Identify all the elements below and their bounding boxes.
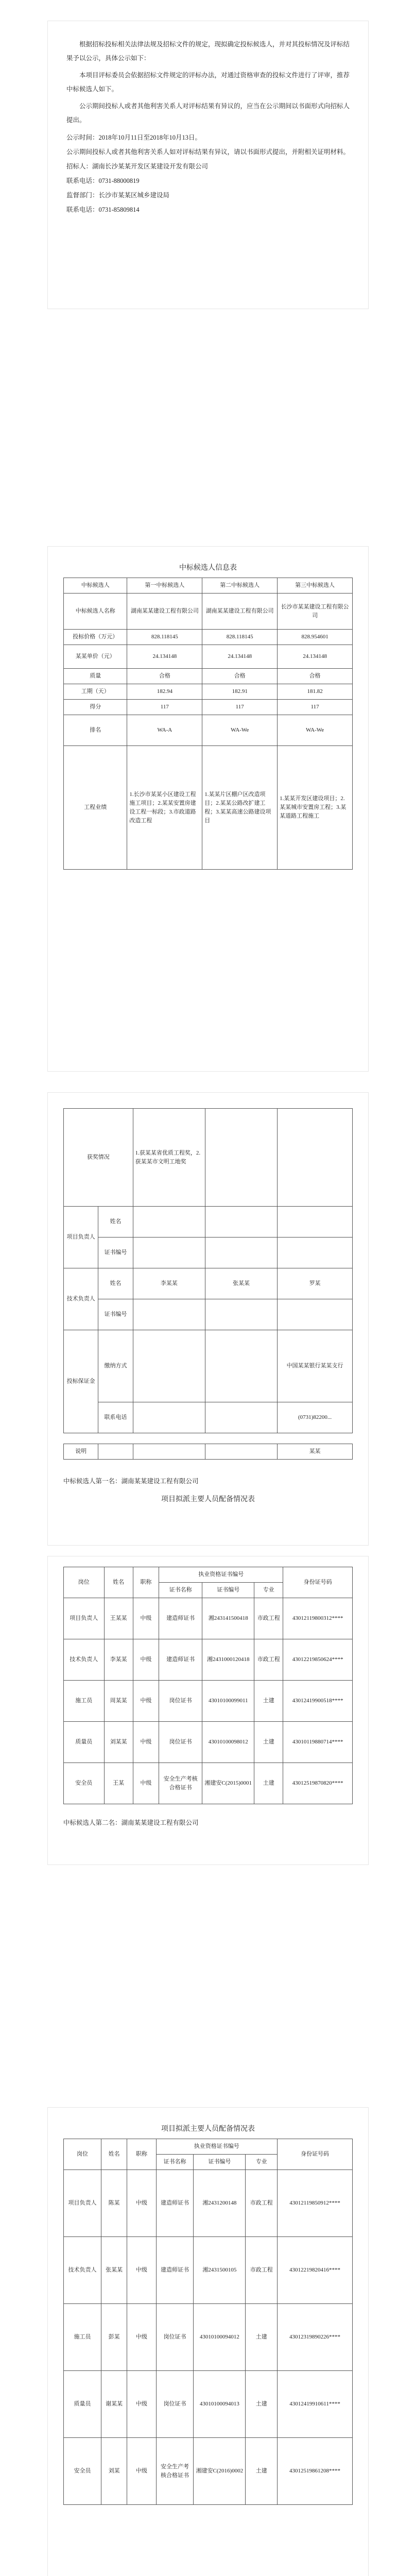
row-label: 技术负责人: [64, 1268, 98, 1330]
table-row: [64, 1639, 353, 1681]
table-cell: 中级: [127, 2237, 156, 2304]
table-row: [64, 1763, 353, 1804]
table-cell: 中级: [127, 2371, 156, 2438]
table-cell: 建造师证书: [159, 1598, 202, 1639]
table-header-cell: 职称: [127, 2139, 156, 2170]
table-cell: [278, 1109, 353, 1207]
table-cell: 合格: [202, 669, 278, 684]
announcement-paragraph: 公示期间投标人或者其他利害关系人对评标结果有异议的，应当在公示期间以书面形式向招标人提出。: [66, 103, 350, 124]
table-cell: 李某某: [104, 1639, 133, 1681]
table-cell: 24.134148: [202, 645, 278, 669]
page-announcement: [47, 21, 369, 309]
row-label: 工期（天）: [64, 684, 127, 700]
table-row: [64, 1268, 353, 1299]
table-row: [64, 1299, 353, 1330]
table-cell: 湘2431000120418: [202, 1639, 254, 1681]
table-cell: 市政工程: [254, 1639, 283, 1681]
table-cell: 117: [127, 700, 202, 715]
table-cell: 1.某某开发区建设项目；2.某某城市安置房工程；3.某某道路工程施工: [278, 746, 353, 870]
candidates-table: [63, 578, 353, 870]
table-cell: [205, 1299, 277, 1330]
table-cell: 43012519870820****: [283, 1763, 353, 1804]
table-row: [64, 2438, 353, 2505]
table-row: [64, 669, 353, 684]
table-cell: 中级: [133, 1598, 159, 1639]
table-cell: 117: [278, 700, 353, 715]
first-candidate-heading: 中标候选人第一名：湖南某某建设工程有限公司: [63, 1478, 199, 1485]
table-cell: 182.94: [127, 684, 202, 700]
table-cell: 土建: [254, 1722, 283, 1763]
table-cell: 某某: [278, 1444, 353, 1460]
table-cell: 中级: [127, 2304, 156, 2371]
table-header-cell: 第一中标候选人: [127, 578, 202, 594]
table-row: [64, 1402, 353, 1433]
publicity-period: 公示时间：2018年10月11日至2018年10月13日。: [66, 134, 202, 141]
table-header-cell: 身份证号码: [283, 1567, 353, 1598]
row-label: 获奖情况: [64, 1109, 133, 1207]
table-cell: 安全生产考核合格证书: [156, 2438, 194, 2505]
table-cell: [205, 1330, 277, 1402]
table-cell: [133, 1299, 205, 1330]
personnel-table: [63, 1108, 353, 1433]
table-row: [64, 1109, 353, 1207]
table-cell: 43012419910611****: [278, 2371, 353, 2438]
table-cell: 土建: [246, 2304, 278, 2371]
table-cell: [133, 1238, 205, 1268]
table-cell: 施工员: [64, 1681, 105, 1722]
table-cell: 合格: [278, 669, 353, 684]
table-cell: 湘建安C(2015)0001: [202, 1763, 254, 1804]
table-cell: [205, 1444, 277, 1460]
table-cell: WA-We: [202, 715, 278, 746]
table-cell: 828.954601: [278, 630, 353, 645]
table-cell: 湖南某某建设工程有限公司: [202, 594, 278, 630]
row-label: 质量: [64, 669, 127, 684]
table-cell: 谢某某: [101, 2371, 127, 2438]
second-candidate-table-title: 项目拟派主要人员配备情况表: [161, 2125, 255, 2133]
table-cell: [278, 1238, 353, 1268]
table-cell: 岗位证书: [156, 2371, 194, 2438]
table-header-cell: 姓名: [101, 2139, 127, 2170]
table-cell: 岗位证书: [159, 1722, 202, 1763]
table-row: [64, 1722, 353, 1763]
table-header-cell: 证书名称: [156, 2155, 194, 2170]
table-cell: 117: [202, 700, 278, 715]
table-row: [64, 1207, 353, 1238]
table-cell: 市政工程: [254, 1598, 283, 1639]
table-row: [64, 2371, 353, 2438]
row-sublabel: 姓名: [98, 1207, 133, 1238]
table-cell: 中级: [133, 1681, 159, 1722]
table-cell: 43012519861208****: [278, 2438, 353, 2505]
table-header-cell: 证书编号: [194, 2155, 246, 2170]
table-cell: WA-A: [127, 715, 202, 746]
table-header-cell: 执业资格证书编号: [159, 1567, 283, 1583]
table-cell: 项目负责人: [64, 1598, 105, 1639]
announcement-paragraph: 本项目评标委员会依据招标文件规定的评标办法，对通过资格审查的投标文件进行了评审，推荐中标候选人如下。: [66, 72, 350, 93]
table-cell: 1.某某片区棚户区改造项目；2.某某公路改扩建工程；3.某某高速公路建设项目: [202, 746, 278, 870]
table-cell: [205, 1402, 277, 1433]
table-cell: 岗位证书: [159, 1681, 202, 1722]
table-header-cell: 中标候选人: [64, 578, 127, 594]
table-cell: 中级: [127, 2170, 156, 2237]
table-cell: [205, 1238, 277, 1268]
first-candidate-table: [63, 1567, 353, 1804]
table-header-row: [64, 578, 353, 594]
table-cell: [205, 1109, 277, 1207]
table-header-cell: 岗位: [64, 2139, 101, 2170]
table-row: [64, 1681, 353, 1722]
row-label: 投标保证金: [64, 1330, 98, 1433]
row-sublabel: 姓名: [98, 1268, 133, 1299]
table-cell: 周某某: [104, 1681, 133, 1722]
table-row: [64, 746, 353, 870]
row-label: 排名: [64, 715, 127, 746]
table-cell: 1.长沙市某某小区建设工程施工项目；2.某某安置房建设工程一标段；3.市政道路改造工程: [127, 746, 202, 870]
table-header-cell: 姓名: [104, 1567, 133, 1598]
table-cell: 说明: [64, 1444, 98, 1460]
table-cell: 24.134148: [127, 645, 202, 669]
announcement-paragraph: 根据招标投标相关法律法规及招标文件的规定，现拟确定投标候选人，并对其投标情况及评标结果予以公示，具体公示如下：: [66, 41, 350, 62]
page-first-candidate: [47, 1556, 369, 1865]
table-cell: 43012119800312****: [283, 1598, 353, 1639]
second-candidate-table: [63, 2139, 353, 2505]
page-candidates: [47, 546, 369, 1072]
table-cell: [278, 1299, 353, 1330]
candidates-table-title: 中标候选人信息表: [179, 564, 237, 572]
table-header-cell: 身份证号码: [278, 2139, 353, 2170]
objection-note: 公示期间投标人或者其他利害关系人如对评标结果有异议，请以书面形式提出，并附相关证明材料。: [66, 148, 350, 156]
table-cell: 项目负责人: [64, 2170, 101, 2237]
table-cell: 中级: [133, 1722, 159, 1763]
table-cell: 刘某: [101, 2438, 127, 2505]
table-header-row: [64, 2139, 353, 2155]
table-cell: 1.获某某省优质工程奖，2.获某某市文明工地奖: [133, 1109, 205, 1207]
tenderer: 招标人：湖南长沙某某开发区某建设开发有限公司: [66, 163, 209, 170]
table-cell: 安全生产考核合格证书: [159, 1763, 202, 1804]
table-cell: 湖南某某建设工程有限公司: [127, 594, 202, 630]
table-cell: 湘2431200148: [194, 2170, 246, 2237]
table-cell: 中级: [127, 2438, 156, 2505]
table-row: [64, 2170, 353, 2237]
table-cell: 建造师证书: [156, 2170, 194, 2237]
table-header-cell: 执业资格证书编号: [156, 2139, 278, 2155]
table-cell: 技术负责人: [64, 2237, 101, 2304]
row-label: 项目负责人: [64, 1207, 98, 1268]
page-personnel: [47, 1092, 369, 1546]
page-second-candidate: [47, 2107, 369, 2576]
table-cell: 土建: [254, 1763, 283, 1804]
footer-row-table: [63, 1444, 353, 1460]
table-row: [64, 2237, 353, 2304]
table-cell: [133, 1402, 205, 1433]
table-cell: 安全员: [64, 1763, 105, 1804]
table-cell: 828.118145: [202, 630, 278, 645]
table-cell: 828.118145: [127, 630, 202, 645]
table-cell: 安全员: [64, 2438, 101, 2505]
table-cell: 张某某: [101, 2237, 127, 2304]
table-row: [64, 715, 353, 746]
table-cell: 李某某: [133, 1268, 205, 1299]
table-cell: 王某: [104, 1763, 133, 1804]
table-row: [64, 1444, 353, 1460]
table-cell: 182.91: [202, 684, 278, 700]
table-row: [64, 1330, 353, 1402]
table-cell: 湘243141500418: [202, 1598, 254, 1639]
table-cell: 市政工程: [246, 2237, 278, 2304]
table-cell: 43012219820416****: [278, 2237, 353, 2304]
row-label: 得分: [64, 700, 127, 715]
table-row: [64, 594, 353, 630]
table-cell: [278, 1207, 353, 1238]
row-label: 某某单价（元）: [64, 645, 127, 669]
table-header-row: [64, 1567, 353, 1583]
table-cell: 建造师证书: [159, 1639, 202, 1681]
table-cell: 刘某某: [104, 1722, 133, 1763]
table-header-cell: 岗位: [64, 1567, 105, 1598]
table-header-cell: 第二中标候选人: [202, 578, 278, 594]
table-cell: 湘建安C(2016)0002: [194, 2438, 246, 2505]
tenderer-phone: 联系电话：0731-88000819: [66, 177, 140, 184]
table-cell: 彭某: [101, 2304, 127, 2371]
table-cell: 中级: [133, 1763, 159, 1804]
table-cell: 合格: [127, 669, 202, 684]
table-cell: 张某某: [205, 1268, 277, 1299]
table-cell: 43012319890226****: [278, 2304, 353, 2371]
table-cell: 181.82: [278, 684, 353, 700]
table-cell: 43012419900518****: [283, 1681, 353, 1722]
table-cell: 中国某某银行某某支行: [278, 1330, 353, 1402]
table-cell: [98, 1444, 133, 1460]
table-cell: 43010100094013: [194, 2371, 246, 2438]
row-label: 投标价格（万元）: [64, 630, 127, 645]
table-cell: 施工员: [64, 2304, 101, 2371]
table-cell: 24.134148: [278, 645, 353, 669]
table-cell: 43010100098012: [202, 1722, 254, 1763]
table-cell: 43012219850624****: [283, 1639, 353, 1681]
row-label: 中标候选人名称: [64, 594, 127, 630]
table-cell: 土建: [246, 2371, 278, 2438]
table-cell: 土建: [246, 2438, 278, 2505]
table-row: [64, 630, 353, 645]
table-cell: 罗某: [278, 1268, 353, 1299]
table-cell: 质量员: [64, 2371, 101, 2438]
table-cell: 43012119850912****: [278, 2170, 353, 2237]
table-cell: 土建: [254, 1681, 283, 1722]
table-cell: 长沙市某某建设工程有限公司: [278, 594, 353, 630]
table-header-cell: 职称: [133, 1567, 159, 1598]
table-row: [64, 2304, 353, 2371]
first-candidate-table-title: 项目拟派主要人员配备情况表: [161, 1496, 255, 1503]
table-cell: [133, 1444, 205, 1460]
table-cell: 43010119880714****: [283, 1722, 353, 1763]
table-cell: 中级: [133, 1639, 159, 1681]
table-cell: 岗位证书: [156, 2304, 194, 2371]
table-header-cell: 专业: [254, 1583, 283, 1598]
row-label: 工程业绩: [64, 746, 127, 870]
table-row: [64, 645, 353, 669]
table-cell: 王某某: [104, 1598, 133, 1639]
table-cell: 质量员: [64, 1722, 105, 1763]
table-cell: 湘2431500105: [194, 2237, 246, 2304]
table-cell: 技术负责人: [64, 1639, 105, 1681]
table-row: [64, 1238, 353, 1268]
table-cell: WA-We: [278, 715, 353, 746]
table-cell: 建造师证书: [156, 2237, 194, 2304]
table-row: [64, 700, 353, 715]
table-cell: 43010100094012: [194, 2304, 246, 2371]
supervisor: 监督部门：长沙市某某区城乡建设局: [66, 192, 170, 199]
row-sublabel: 证书编号: [98, 1238, 133, 1268]
table-header-cell: 专业: [246, 2155, 278, 2170]
table-cell: [133, 1207, 205, 1238]
table-cell: [205, 1207, 277, 1238]
table-row: [64, 684, 353, 700]
supervisor-phone: 联系电话：0731-85809814: [66, 206, 140, 213]
row-sublabel: 缴纳方式: [98, 1330, 133, 1402]
second-candidate-heading: 中标候选人第二名：湖南某某建设工程有限公司: [63, 1819, 199, 1826]
row-sublabel: 证书编号: [98, 1299, 133, 1330]
table-cell: 市政工程: [246, 2170, 278, 2237]
table-header-cell: 第三中标候选人: [278, 578, 353, 594]
table-cell: 陈某: [101, 2170, 127, 2237]
row-sublabel: 联系电话: [98, 1402, 133, 1433]
table-header-cell: 证书编号: [202, 1583, 254, 1598]
table-cell: (0731)82200...: [278, 1402, 353, 1433]
table-row: [64, 1598, 353, 1639]
table-header-cell: 证书名称: [159, 1583, 202, 1598]
table-cell: [133, 1330, 205, 1402]
table-cell: 43010100099011: [202, 1681, 254, 1722]
